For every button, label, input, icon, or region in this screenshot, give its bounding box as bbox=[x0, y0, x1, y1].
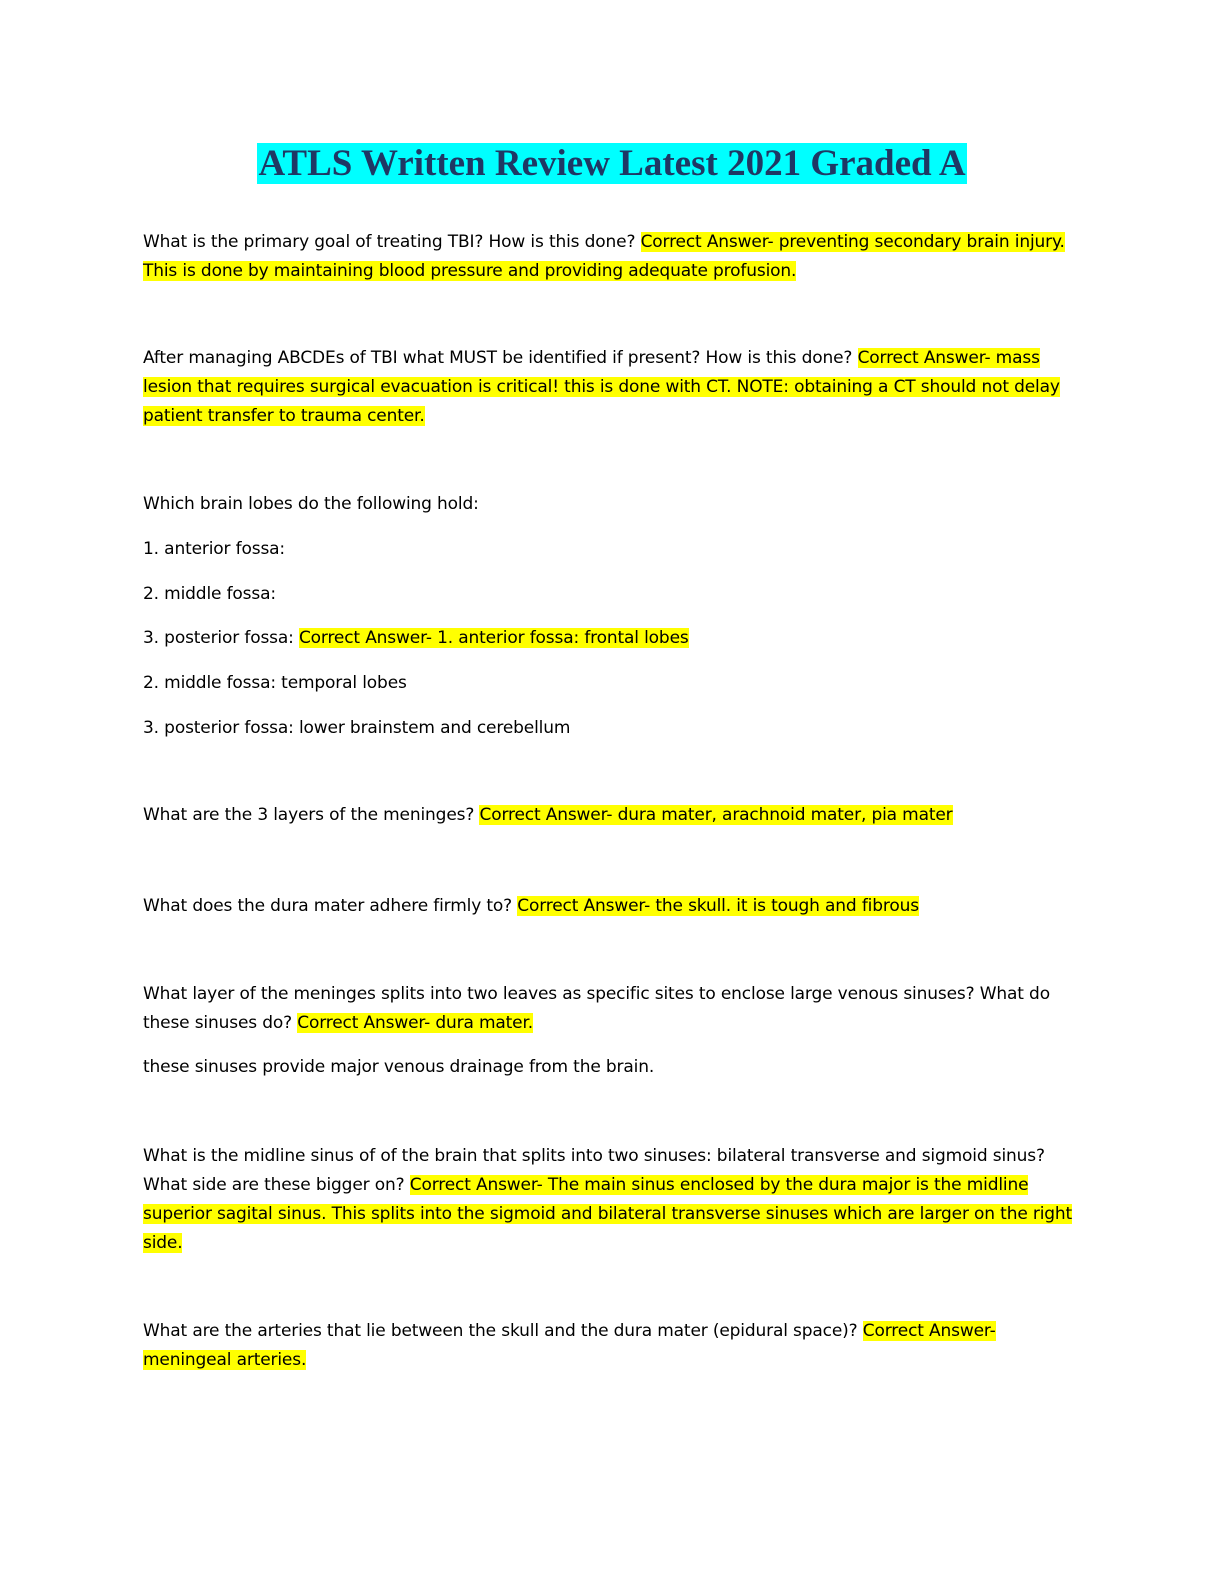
answer-text: Correct Answer- dura mater, arachnoid mater, pia mater bbox=[479, 805, 953, 825]
qa-item-2 bbox=[143, 344, 1083, 431]
question-text: What does the dura mater adhere firmly to? bbox=[143, 896, 518, 916]
qa-item-4 bbox=[143, 801, 1083, 830]
qa-item-5 bbox=[143, 892, 1083, 921]
question-text: What is the primary goal of treating TBI? How is this done? bbox=[143, 232, 641, 252]
qa-item-7 bbox=[143, 1142, 1083, 1258]
continuation-text: these sinuses provide major venous drainage from the brain. bbox=[143, 1057, 655, 1077]
list-item bbox=[143, 535, 1083, 564]
list-item bbox=[143, 714, 1083, 743]
list-text: 3. posterior fossa: bbox=[143, 628, 299, 648]
answer-text: Correct Answer- The main sinus enclosed by the dura major is the midline superior sagital sinus. This splits into the sigmoid and bilateral transverse sinuses which are larger on the right side. bbox=[143, 1175, 1073, 1253]
answer-text: Correct Answer- the skull. it is tough and fibrous bbox=[517, 896, 919, 916]
qa-item-6-continuation bbox=[143, 1053, 1083, 1082]
question-text: What is the midline sinus of of the brain that splits into two sinuses: bilateral transverse and sigmoid sinus? What side are these bigger on? bbox=[143, 1146, 1045, 1195]
list-text: 2. middle fossa: temporal lobes bbox=[143, 673, 407, 693]
answer-text: Correct Answer- preventing secondary brain injury. This is done by maintaining blood pressure and providing adequate profusion. bbox=[143, 232, 1065, 281]
question-text: What are the arteries that lie between the skull and the dura mater (epidural space)? bbox=[143, 1321, 863, 1341]
answer-text: Correct Answer- mass lesion that requires surgical evacuation is critical! this is done with CT. NOTE: obtaining a CT should not delay patient transfer to trauma center. bbox=[143, 348, 1060, 426]
document-title: ATLS Written Review Latest 2021 Graded A bbox=[258, 143, 966, 184]
list-text: 1. anterior fossa: bbox=[143, 539, 285, 559]
list-text: 3. posterior fossa: lower brainstem and cerebellum bbox=[143, 718, 571, 738]
answer-text: Correct Answer- 1. anterior fossa: frontal lobes bbox=[298, 628, 689, 648]
qa-item-8 bbox=[143, 1317, 1083, 1375]
question-text: Which brain lobes do the following hold: bbox=[143, 494, 479, 514]
qa-item-1 bbox=[143, 228, 1083, 286]
qa-item-3-question bbox=[143, 490, 1083, 519]
question-text: What layer of the meninges splits into two leaves as specific sites to enclose large venous sinuses? What do these sinuses do? bbox=[143, 984, 1050, 1033]
question-text: After managing ABCDEs of TBI what MUST be identified if present? How is this done? bbox=[143, 348, 858, 368]
answer-text: Correct Answer- dura mater. bbox=[297, 1013, 534, 1033]
list-text: 2. middle fossa: bbox=[143, 584, 276, 604]
question-text: What are the 3 layers of the meninges? bbox=[143, 805, 480, 825]
list-item bbox=[143, 580, 1083, 609]
qa-item-6 bbox=[143, 980, 1083, 1038]
list-item bbox=[143, 624, 1083, 653]
title-container bbox=[0, 141, 1224, 187]
list-item bbox=[143, 669, 1083, 698]
answer-text: Correct Answer- meningeal arteries. bbox=[143, 1321, 996, 1370]
